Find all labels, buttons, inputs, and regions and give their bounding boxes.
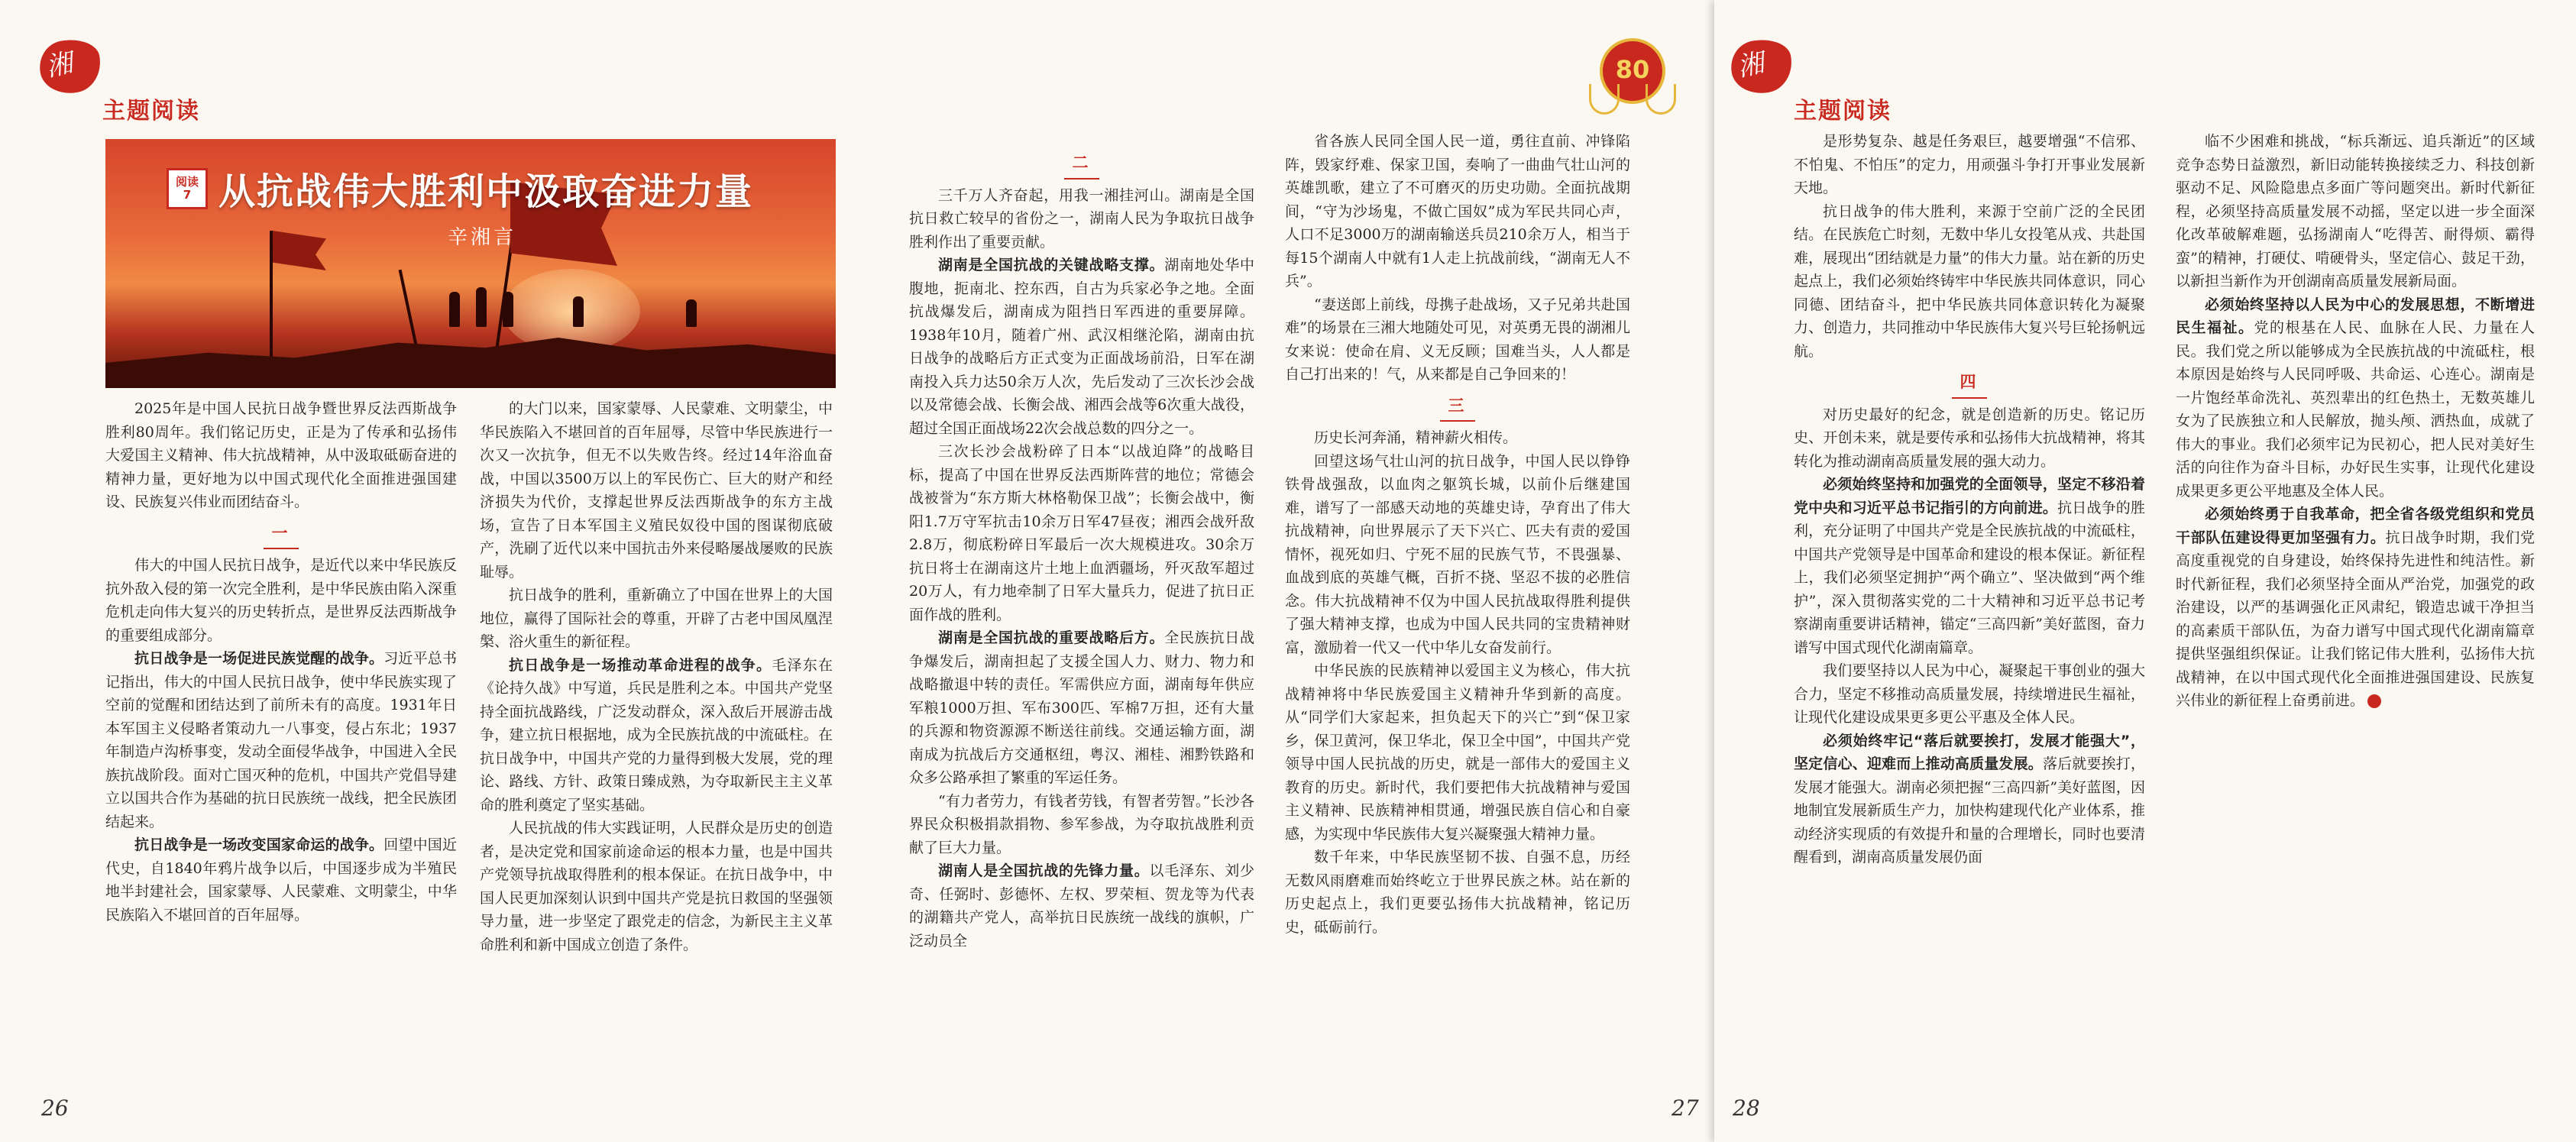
flag-1 <box>273 231 326 270</box>
flag-pole-1 <box>270 231 273 361</box>
title-tag: 阅读 7 <box>167 168 208 209</box>
page-number: 26 <box>41 1095 69 1121</box>
paragraph-text: 以毛泽东、刘少奇、任弼时、彭德怀、左权、罗荣桓、贺龙等为代表的湖籍共产党人，高举抗日民族统一战线的旗帜，广泛动员全 <box>909 862 1254 950</box>
paragraph-text: 是形势复杂、越是任务艰巨，越要增强“不信邪、不怕鬼、不怕压”的定力，用顽强斗争打开事业发展新天地。 <box>1794 133 2145 196</box>
paragraph <box>1285 846 1630 939</box>
paragraph-text: 回望中国近代史，自1840年鸦片战争以后，中国逐步成为半殖民地半封建社会，国家蒙辱、人民蒙难、文明蒙尘，中华民族陷入不堪回首的百年屈辱。 <box>105 836 457 924</box>
paragraph <box>1794 200 2145 364</box>
flag-pole-3 <box>399 270 419 352</box>
paragraph <box>909 254 1254 440</box>
paragraph-lead: 抗日战争是一场推动革命进程的战争。 <box>509 656 772 674</box>
emblem-wing-left <box>1589 84 1620 115</box>
section-heading: 三 <box>1285 394 1630 422</box>
paragraph <box>480 817 833 956</box>
paragraph <box>909 440 1254 626</box>
paragraph-text: 数千年来，中华民族坚韧不拔、自强不息，历经无数风雨磨难而始终屹立于世界民族之林。站在新的历史起点上，我们更要弘扬伟大抗战精神，铭记历史，砥砺前行。 <box>1285 849 1630 936</box>
paragraph <box>105 833 457 927</box>
column-3 <box>909 144 1254 953</box>
paragraph <box>1285 450 1630 660</box>
paragraph-text: “妻送郎上前线，母携子赴战场，又子兄弟共赴国难”的场景在三湘大地随处可见，对英勇无畏的湖湘儿女来说：使命在肩、义无反顾；国难当头，人人都是自己打出来的！气，从来都是自己争回来的！ <box>1285 296 1630 383</box>
paragraph-text: 伟大的中国人民抗日战争，是近代以来中华民族反抗外敌入侵的第一次完全胜利，是中华民族由陷入深重危机走向伟大复兴的历史转折点，是世界反法西斯战争的重要组成部分。 <box>105 557 457 644</box>
anniversary-emblem <box>1589 38 1676 121</box>
paragraph <box>909 626 1254 790</box>
paragraph-lead: 必须始终坚持和加强党的全面领导，坚定不移沿着党中央和习近平总书记指引的方向前进。 <box>1794 476 2145 516</box>
paragraph-text: 的大门以来，国家蒙辱、人民蒙难、文明蒙尘，中华民族陷入不堪回首的百年屈辱，尽管中华民族进行一次又一次抗争，但无不以失败告终。经过14年浴血奋战，中国以3500万以上的军民伤亡、巨大的财产和经济损失为代价，支撑起世界反法西斯战争的东方主战场，宣告了日本军国主义殖民奴役中国的图谋彻底破产，洗刷了近代以来中国抗击外来侵略屡战屡败的民族耻辱。 <box>480 400 833 581</box>
paragraph-text: 2025年是中国人民抗日战争暨世界反法西斯战争胜利80周年。我们铭记历史，正是为了传承和弘扬伟大爱国主义精神、伟大抗战精神，从中汲取砥砺奋进的精神力量，更好地为以中国式现代化全面推进强国建设、民族复兴伟业而团结奋斗。 <box>105 400 457 510</box>
column-4 <box>1285 130 1630 939</box>
soldier-4 <box>573 296 584 327</box>
paragraph <box>1794 659 2145 730</box>
section-label: 主题阅读 <box>102 98 200 125</box>
column-5 <box>1794 130 2145 869</box>
paragraph <box>105 554 457 647</box>
paragraph <box>1285 130 1630 293</box>
paragraph-text: 落后就要挨打，发展才能强大。湖南必须把握“三高四新”美好蓝图，因地制宜发展新质生产力，加快构建现代化产业体系，推动经济实现质的有效提升和量的合理增长，同时也要清醒看到，湖南高质量发展仍面 <box>1794 755 2145 865</box>
paragraph-text: 党的根基在人民、血脉在人民、力量在人民。我们党之所以能够成为全民族抗战的中流砥柱，根本原因是始终与人民同呼吸、共命运、心连心。湖南是一片饱经革命洗礼、英烈辈出的红色热土，无数英雄儿女为了民族独立和人民解放，抛头颅、洒热血，成就了伟大的事业。我们必须牢记为民初心，把人民对美好生活的向往作为奋斗目标，办好民生实事，让现代化建设成果更多更公平地惠及全体人民。 <box>2176 319 2535 500</box>
article-banner <box>105 139 836 388</box>
paragraph <box>480 397 833 584</box>
paragraph <box>480 584 833 654</box>
paragraph-lead: 湖南是全国抗战的重要战略后方。 <box>938 629 1165 646</box>
section-heading: 一 <box>105 522 457 550</box>
paragraph-lead: 抗日战争是一场改变国家命运的战争。 <box>134 836 384 853</box>
paragraph-text: 抗日战争的胜利，重新确立了中国在世界上的大国地位，赢得了国际社会的尊重，开辟了古老中国凤凰涅槃、浴火重生的新征程。 <box>480 587 833 650</box>
paragraph <box>480 654 833 817</box>
paragraph <box>1285 426 1630 450</box>
paragraph <box>105 397 457 514</box>
paragraph-lead: 必须始终勇于自我革命，把全省各级党组织和党员干部队伍建设得更加坚强有力。 <box>2176 506 2535 546</box>
paragraph <box>1285 659 1630 846</box>
logo-script: 湘 <box>1734 48 1764 83</box>
paragraph-text: 习近平总书记指出，伟大的中国人民抗日战争，使中华民族实现了空前的觉醒和团结达到了前所未有的高度。1931年日本军国主义侵略者策动九一八事变，侵占东北；1937年制造卢沟桥事变，发动全面侵华战争，中国进入全民族抗战阶段。面对亡国灭种的危机，中国共产党倡导建立以国共合作为基础的抗日民族统一战线，把全民族团结起来。 <box>105 650 457 830</box>
soldier-2 <box>476 287 487 327</box>
page-28 <box>1714 0 2576 1142</box>
paragraph <box>2176 293 2535 503</box>
column-2 <box>480 397 833 956</box>
paragraph-lead: 湖南人是全国抗战的先锋力量。 <box>938 862 1150 879</box>
article-title-box <box>167 162 753 215</box>
paragraph-text: 全民族抗日战争爆发后，湖南担起了支援全国人力、财力、物力和战略撤退中转的责任。军需供应方面，湖南每年供应军粮1000万担、军布300匹、军棉7万担，还有大量的兵源和物资源源不断送往前线。交通运输方面，湖南成为抗战后方交通枢纽，粤汉、湘桂、湘黔铁路和众多公路承担了繁重的军运任务。 <box>909 629 1254 786</box>
paragraph-lead: 抗日战争是一场促进民族觉醒的战争。 <box>134 650 384 667</box>
paragraph-text: “有力者劳力，有钱者劳钱，有智者劳智。”长沙各界民众积极捐款捐物、参军参战，为夺取抗战胜利贡献了巨大力量。 <box>909 792 1254 856</box>
paragraph <box>909 790 1254 860</box>
page-26 <box>0 0 863 1142</box>
paragraph-text: 临不少困难和挑战，“标兵渐远、追兵渐近”的区域竞争态势日益激烈，新旧动能转换接续乏力、科技创新驱动不足、风险隐患点多面广等问题突出。新时代新征程，必须坚持高质量发展不动摇，坚定以进一步全面深化改革破解难题，弘扬湖南人“吃得苦、耐得烦、霸得蛮”的精神，打硬仗、啃硬骨头，坚定信心、鼓足干劲，以新担当新作为开创湖南高质量发展新局面。 <box>2176 133 2535 290</box>
logo-script: 湘 <box>43 48 73 83</box>
paragraph <box>1794 730 2145 869</box>
brand-logo <box>1731 34 1800 99</box>
paragraph <box>1794 130 2145 200</box>
paragraph <box>1794 473 2145 659</box>
soldier-5 <box>686 299 697 327</box>
paragraph-text: 人民抗战的伟大实践证明，人民群众是历史的创造者，是决定党和国家前途命运的根本力量，也是中国共产党领导抗战取得胜利的根本保证。在抗日战争中，中国人民更加深刻认识到中国共产党是抗日救国的坚强领导力量，进一步坚定了跟党走的信念，为新民主主义革命胜利和新中国成立创造了条件。 <box>480 820 833 953</box>
paragraph-text: 湖南地处华中腹地，扼南北、控东西，自古为兵家必争之地。全面抗战爆发后，湖南成为阻挡日军西进的重要屏障。1938年10月，随着广州、武汉相继沦陷，湖南由抗日战争的战略后方正式变为正面战场前沿，日军在湖南投入兵力达50余万人次，先后发动了三次长沙会战以及常德会战、长衡会战、湘西会战等6次重大战役，超过全国正面战场22次会战总数的四分之一。 <box>909 257 1254 437</box>
section-heading: 二 <box>909 151 1254 180</box>
paragraph-text: 中华民族的民族精神以爱国主义为核心，伟大抗战精神将中华民族爱国主义精神升华到新的高度。从“同学们大家起来，担负起天下的兴亡”到“保卫家乡，保卫黄河，保卫华北，保卫全中国”，中国共产党领导中国人民抗战的历史，就是一部伟大的爱国主义教育的历史。新时代，我们要把伟大抗战精神与爱国主义精神、民族精神相贯通，增强民族自信心和自豪感，为实现中华民族伟大复兴凝聚强大精神力量。 <box>1285 662 1630 843</box>
paragraph-text: 三千万人齐奋起，用我一湘挂河山。湖南是全国抗日救亡较早的省份之一，湖南人民为争取抗日战争胜利作出了重要贡献。 <box>909 186 1254 251</box>
page-number: 27 <box>1671 1095 1699 1121</box>
column-1 <box>105 397 457 927</box>
paragraph-text: 毛泽东在《论持久战》中写道，兵民是胜利之本。中国共产党坚持全面抗战路线，广泛发动群众，深入敌后开展游击战争，建立抗日根据地，成为全民族抗战的中流砥柱。在抗日战争中，中国共产党的力量得到极大发展，党的理论、路线、方针、政策日臻成熟，为夺取新民主主义革命的胜利奠定了坚实基础。 <box>480 656 833 814</box>
paragraph <box>1285 293 1630 387</box>
paragraph <box>2176 503 2535 713</box>
section-heading: 四 <box>1794 370 2145 399</box>
paragraph <box>909 859 1254 953</box>
paragraph-lead: 湖南是全国抗战的关键战略支撑。 <box>938 257 1165 273</box>
paragraph <box>105 647 457 833</box>
paragraph-text: 历史长河奔涌，精神薪火相传。 <box>1314 429 1518 446</box>
soldier-3 <box>503 292 513 327</box>
article-title: 从抗战伟大胜利中汲取奋进力量 <box>218 170 754 213</box>
column-6 <box>2176 130 2535 713</box>
banner-hills <box>105 304 836 388</box>
soldier-1 <box>449 292 460 327</box>
paragraph-text: 省各族人民同全国人民一道，勇往直前、冲锋陷阵，毁家纾难、保家卫国，奏响了一曲曲气壮山河的英雄凯歌，建立了不可磨灭的历史功勋。全面抗战期间，“守为沙场鬼，不做亡国奴”成为军民共同心声，人口不足3000万的湖南输送兵员210余万人，相当于每15个湖南人中就有1人走上抗战前线，“湖南无人不兵”。 <box>1285 133 1630 290</box>
brand-logo <box>40 34 108 99</box>
paragraph-text: 抗日战争的伟大胜利，来源于空前广泛的全民团结。在民族危亡时刻，无数中华儿女投笔从戎、共赴国难，展现出“团结就是力量”的伟大力量。站在新的历史起点上，我们必须始终铸牢中华民族共同体意识，同心同德、团结奋斗，把中华民族共同体意识转化为凝聚力、创造力，共同推动中华民族伟大复兴号巨轮扬帆远航。 <box>1794 202 2145 360</box>
paragraph <box>1794 403 2145 474</box>
paragraph <box>909 184 1254 254</box>
page-27 <box>863 0 1714 1142</box>
paragraph <box>2176 130 2535 293</box>
paragraph-text: 三次长沙会战粉碎了日本“以战迫降”的战略目标，提高了中国在世界反法西斯阵营的地位；常德会战被誉为“东方斯大林格勒保卫战”；长衡会战中，衡阳1.7万守军抗击10余万日军47昼夜；湘西会战歼敌2.8万，彻底粉碎日军最后一次大规模进攻。30余万抗日将士在湖南这片土地上血洒疆场，歼灭敌军超过20万人，有力地牵制了日军大量兵力，促进了抗日正面作战的胜利。 <box>909 443 1254 623</box>
paragraph-lead: 必须始终坚持以人民为中心的发展思想，不断增进民生福祉。 <box>2176 296 2535 336</box>
article-author: 辛湘言 <box>448 226 517 249</box>
paragraph-text: 抗日战争的胜利，充分证明了中国共产党是全民族抗战的中流砥柱，中国共产党领导是中国革命和建设的根本保证。新征程上，我们必须坚定拥护“两个确立”、坚决做到“两个维护”，深入贯彻落实党的二十大精神和习近平总书记考察湖南重要讲话精神，锚定“三高四新”美好蓝图，奋力谱写中国式现代化湖南篇章。 <box>1794 499 2145 656</box>
paragraph-text: 回望这场气壮山河的抗日战争，中国人民以铮铮铁骨战强敌，以血肉之躯筑长城，以前仆后继建国难，谱写了一部感天动地的英雄史诗，孕育出了伟大抗战精神，向世界展示了天下兴亡、匹夫有责的爱国情怀，视死如归、宁死不屈的民族气节，不畏强暴、血战到底的英雄气概，百折不挠、坚忍不拔的必胜信念。伟大抗战精神不仅为中国人民抗战取得胜利提供了强大精神支撑，也成为中国人民共同的宝贵精神财富，激励着一代又一代中华儿女奋发前行。 <box>1285 452 1630 656</box>
emblem-number: 80 <box>1615 55 1650 84</box>
emblem-wing-right <box>1646 84 1676 115</box>
page-number: 28 <box>1733 1095 1760 1121</box>
end-mark-icon <box>2367 694 2381 708</box>
paragraph-text: 对历史最好的纪念，就是创造新的历史。铭记历史、开创未来，就是要传承和弘扬伟大抗战精神，将其转化为推动湖南高质量发展的强大动力。 <box>1794 406 2145 470</box>
paragraph-lead: 必须始终牢记“落后就要挨打，发展才能强大”，坚定信心、迎难而上推动高质量发展。 <box>1794 732 2145 772</box>
section-label: 主题阅读 <box>1794 98 1892 125</box>
paragraph-text: 我们要坚持以人民为中心，凝聚起干事创业的强大合力，坚定不移推动高质量发展，持续增进民生福祉，让现代化建设成果更多更公平惠及全体人民。 <box>1794 662 2145 726</box>
paragraph-text: 抗日战争时期，我们党高度重视党的自身建设，始终保持先进性和纯洁性。新时代新征程，我们必须坚持全面从严治党，加强党的政治建设，以严的基调强化正风肃纪，锻造忠诚干净担当的高素质干部队伍，为奋力谱写中国式现代化湖南篇章提供坚强组织保证。让我们铭记伟大胜利，弘扬伟大抗战精神，在以中国式现代化全面推进强国建设、民族复兴伟业的新征程上奋勇前进。 <box>2176 529 2535 709</box>
